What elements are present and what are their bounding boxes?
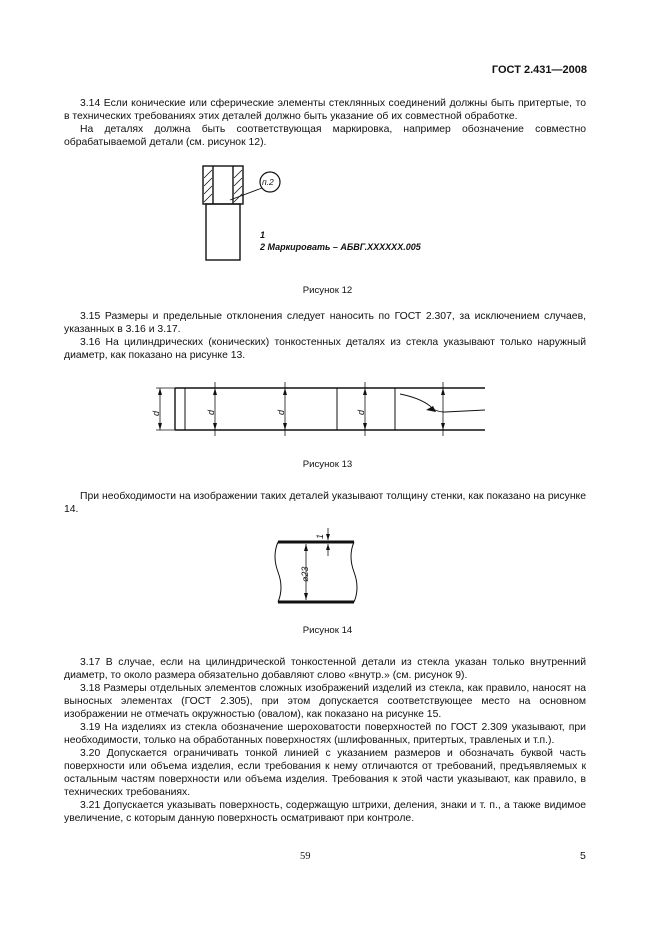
fig13-dim-label-4: d xyxy=(356,409,366,415)
paragraph-3-21: 3.21 Допускается указывать поверхность, содержащую штрихи, деления, знаки и т. п., а также видимое увеличение, с которым данную поверхность осматривают при контроле. xyxy=(64,800,586,824)
section-3-15-3-16 xyxy=(64,310,586,362)
figure-13-drawing xyxy=(150,380,495,440)
figure-12-drawing xyxy=(190,158,450,266)
fig12-note-line-1: 1 xyxy=(260,230,266,240)
fig12-body xyxy=(206,204,240,260)
page-number-right: 5 xyxy=(580,850,586,862)
page-number-center: 59 xyxy=(300,851,311,862)
figure-14-drawing xyxy=(270,526,360,614)
paragraph-3-17: 3.17 В случае, если на цилиндрической тонкостенной детали из стекла указан только внутренний диаметр, то около размера обязательно добавляют слово «внутр.» (см. рисунок 9). xyxy=(64,657,586,681)
fig12-note-line-2: 2 Маркировать – АБВГ.XXXXXX.005 xyxy=(260,242,421,252)
section-wall-thickness xyxy=(64,490,586,516)
fig12-callout-label: п.2 xyxy=(262,177,274,187)
standard-header: ГОСТ 2.431—2008 xyxy=(491,64,587,76)
paragraph-3-16: 3.16 На цилиндрических (конических) тонкостенных деталях из стекла указывают только наружный диаметр, как показано на рисунке 13. xyxy=(64,337,586,361)
figure-14-caption: Рисунок 14 xyxy=(302,625,353,636)
section-3-14 xyxy=(64,97,586,149)
fig14-diameter-label: ⌀23 xyxy=(300,566,310,582)
paragraph-3-15: 3.15 Размеры и предельные отклонения следует наносить по ГОСТ 2.307, за исключением случаев, указанных в 3.16 и 3.17. xyxy=(64,311,586,335)
paragraph-3-18: 3.18 Размеры отдельных элементов сложных изображений изделий из стекла, как правило, наносят на выносных элементах (ГОСТ 2.305), при этом допускается соответствующее место на основном изображении не отмечать окружностью (овалом), как показано на рисунке 15. xyxy=(64,683,586,720)
paragraph-3-14: 3.14 Если конические или сферические элементы стеклянных соединений должны быть притертые, то в технических требованиях этих деталей должно быть указание об их совместной обработке. xyxy=(64,98,586,122)
paragraph-3-20: 3.20 Допускается ограничивать тонкой линией с указанием размеров и обозначать буквой часть поверхности или объема изделия, если требования к нему отличаются от требований, предъявляемых к остальным частям поверхности или объема изделия. Требования к этой части указывают, как правило, в технических требованиях. xyxy=(64,748,586,798)
paragraph-3-14-marking: На деталях должна быть соответствующая маркировка, например обозначение совместно обрабатываемой детали (см. рисунок 12). xyxy=(64,124,586,148)
figure-13-caption: Рисунок 13 xyxy=(302,459,353,470)
fig12-ground-section xyxy=(203,166,243,204)
fig13-dim-label-2: d xyxy=(206,409,216,415)
paragraph-3-19: 3.19 На изделиях из стекла обозначение шероховатости поверхностей по ГОСТ 2.309 указывают, при необходимости, только на обработанных поверхностях (шлифованных, притертых, травленых и т.п.). xyxy=(64,722,586,746)
section-3-17-3-21 xyxy=(64,656,586,825)
paragraph-wall-thickness: При необходимости на изображении таких деталей указывают толщину стенки, как показано на рисунке 14. xyxy=(64,491,586,515)
figure-12-caption: Рисунок 12 xyxy=(302,285,353,296)
fig14-wall-label: 1 xyxy=(315,533,325,539)
fig13-dim-label-1: d xyxy=(151,410,161,416)
fig13-dim-label-3: d xyxy=(276,409,286,415)
